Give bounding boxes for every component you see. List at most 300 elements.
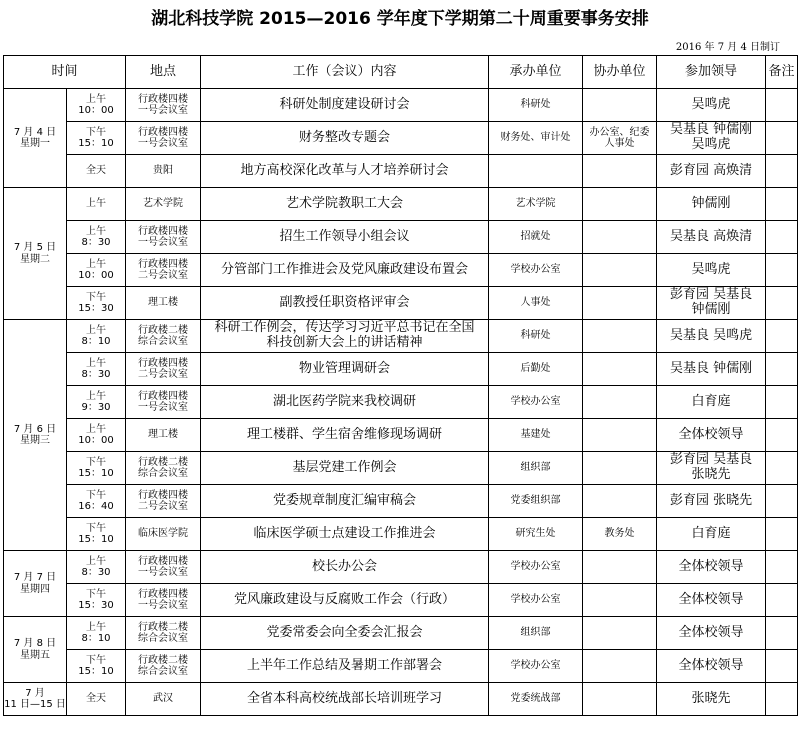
weekday-label: 星期五 xyxy=(20,649,50,661)
leader-cell xyxy=(657,683,766,716)
place-cell xyxy=(126,386,201,419)
place-cell xyxy=(126,683,201,716)
time-cell-line: 下午 xyxy=(86,588,106,600)
time-cell-line: 10：00 xyxy=(78,270,114,281)
place-cell-line: 贵阳 xyxy=(153,165,174,177)
note-cell xyxy=(766,89,798,122)
note-cell xyxy=(766,188,798,221)
header-leader: 参加领导 xyxy=(657,56,766,89)
place-cell-line: 艺术学院 xyxy=(143,198,184,210)
note-cell xyxy=(766,683,798,716)
leader-cell xyxy=(657,320,766,353)
host-cell xyxy=(489,254,583,287)
time-cell xyxy=(67,551,126,584)
content-cell-line: 地方高校深化改革与人才培养研讨会 xyxy=(240,162,449,178)
time-cell-line: 上午 xyxy=(86,324,106,336)
date-label: 7 月 8 日 xyxy=(13,638,57,649)
assist-cell xyxy=(583,419,657,452)
time-cell xyxy=(67,650,126,683)
host-cell-line: 艺术学院 xyxy=(515,198,556,210)
note-cell xyxy=(766,419,798,452)
assist-cell xyxy=(583,386,657,419)
time-cell-line: 9：30 xyxy=(81,402,111,413)
date-cell xyxy=(4,683,67,716)
time-cell-line: 上午 xyxy=(86,390,106,402)
table-row xyxy=(4,518,798,551)
time-cell-line: 15：10 xyxy=(78,468,114,479)
weekday-label: 星期二 xyxy=(20,253,50,265)
date-label: 7 月 xyxy=(25,687,45,699)
content-cell xyxy=(201,254,489,287)
time-cell-line: 下午 xyxy=(86,126,106,138)
host-cell-line: 人事处 xyxy=(520,297,551,309)
host-cell-line: 科研处 xyxy=(520,330,551,342)
content-cell-line: 理工楼群、学生宿舍维修现场调研 xyxy=(247,426,443,442)
host-cell xyxy=(489,485,583,518)
content-cell-line: 基层党建工作例会 xyxy=(292,459,397,475)
content-cell xyxy=(201,320,489,353)
time-cell-line: 下午 xyxy=(86,654,106,666)
header-host: 承办单位 xyxy=(489,56,583,89)
content-cell-line: 全省本科高校统战部长培训班学习 xyxy=(247,690,443,706)
content-cell-line: 艺术学院教职工大会 xyxy=(286,195,404,211)
place-cell xyxy=(126,320,201,353)
place-cell-line: 综合会议室 xyxy=(138,633,189,644)
note-cell xyxy=(766,122,798,155)
assist-cell xyxy=(583,155,657,188)
leader-cell-line: 彭育园 吴基良 xyxy=(669,287,753,303)
time-cell-line: 下午 xyxy=(86,291,106,303)
content-cell-line: 校长办公会 xyxy=(312,558,378,574)
place-cell xyxy=(126,518,201,551)
place-cell xyxy=(126,617,201,650)
leader-cell-line: 吴基良 钟儒刚 xyxy=(669,360,753,376)
assist-cell xyxy=(583,551,657,584)
leader-cell-line: 全体校领导 xyxy=(678,426,744,442)
content-cell xyxy=(201,518,489,551)
content-cell xyxy=(201,485,489,518)
leader-cell xyxy=(657,155,766,188)
host-cell xyxy=(489,419,583,452)
assist-cell-line: 人事处 xyxy=(604,138,635,149)
schedule-table xyxy=(3,55,798,716)
leader-cell xyxy=(657,287,766,320)
assist-cell xyxy=(583,452,657,485)
leader-cell-line: 全体校领导 xyxy=(678,558,744,574)
host-cell xyxy=(489,287,583,320)
host-cell-line: 学校办公室 xyxy=(510,594,561,606)
assist-cell-line: 办公室、纪委 xyxy=(589,126,650,138)
content-cell xyxy=(201,683,489,716)
place-cell xyxy=(126,122,201,155)
content-cell xyxy=(201,617,489,650)
assist-cell xyxy=(583,89,657,122)
place-cell-line: 行政楼二楼 xyxy=(138,621,189,633)
host-cell-line: 招就处 xyxy=(520,231,551,243)
leader-cell-line: 张晓先 xyxy=(691,690,731,706)
leader-cell xyxy=(657,122,766,155)
header-assist: 协办单位 xyxy=(583,56,657,89)
time-cell xyxy=(67,617,126,650)
leader-cell-line: 吴基良 高焕清 xyxy=(669,228,753,244)
date-label: 7 月 6 日 xyxy=(13,423,57,435)
host-cell-line: 后勤处 xyxy=(520,363,551,375)
time-cell-line: 下午 xyxy=(86,489,106,501)
host-cell-line: 财务处、审计处 xyxy=(500,132,571,144)
note-cell xyxy=(766,221,798,254)
host-cell xyxy=(489,353,583,386)
weekday-label: 星期一 xyxy=(20,138,50,149)
date-label: 7 月 7 日 xyxy=(13,572,57,583)
time-cell xyxy=(67,122,126,155)
place-cell-line: 综合会议室 xyxy=(138,666,189,677)
note-cell xyxy=(766,287,798,320)
assist-cell xyxy=(583,353,657,386)
place-cell-line: 行政楼四楼 xyxy=(138,357,189,369)
leader-cell xyxy=(657,89,766,122)
place-cell xyxy=(126,155,201,188)
host-cell-line: 学校办公室 xyxy=(510,660,561,672)
leader-cell xyxy=(657,419,766,452)
place-cell-line: 一号会议室 xyxy=(138,105,189,116)
note-cell xyxy=(766,452,798,485)
host-cell xyxy=(489,155,583,188)
host-cell xyxy=(489,89,583,122)
content-cell-line: 湖北医药学院来我校调研 xyxy=(273,393,417,409)
time-cell-line: 8：10 xyxy=(81,336,111,347)
host-cell-line: 基建处 xyxy=(520,429,551,441)
date-label: 7 月 5 日 xyxy=(13,242,57,253)
time-cell-line: 15：10 xyxy=(78,666,114,677)
content-cell-line: 临床医学硕士点建设工作推进会 xyxy=(253,525,436,541)
leader-cell-line: 彭育园 高焕清 xyxy=(669,162,753,178)
content-cell-line: 上半年工作总结及暑期工作部署会 xyxy=(247,657,443,673)
content-cell-line: 物业管理调研会 xyxy=(299,360,391,376)
place-cell xyxy=(126,353,201,386)
leader-cell xyxy=(657,353,766,386)
content-cell-line: 党风廉政建设与反腐败工作会（行政） xyxy=(234,591,456,607)
time-cell-line: 上午 xyxy=(86,555,106,567)
host-cell-line: 组织部 xyxy=(520,462,551,474)
content-cell xyxy=(201,419,489,452)
place-cell xyxy=(126,650,201,683)
content-cell xyxy=(201,155,489,188)
time-cell xyxy=(67,89,126,122)
time-cell-line: 下午 xyxy=(86,522,106,534)
time-cell-line: 上午 xyxy=(86,225,106,237)
place-cell xyxy=(126,584,201,617)
weekday-label: 星期四 xyxy=(20,583,50,595)
table-row xyxy=(4,287,798,320)
host-cell xyxy=(489,551,583,584)
place-cell xyxy=(126,485,201,518)
content-cell xyxy=(201,221,489,254)
host-cell xyxy=(489,122,583,155)
leader-cell-line: 全体校领导 xyxy=(678,657,744,673)
leader-cell xyxy=(657,584,766,617)
place-cell xyxy=(126,89,201,122)
content-cell xyxy=(201,584,489,617)
assist-cell xyxy=(583,485,657,518)
place-cell-line: 一号会议室 xyxy=(138,600,189,611)
time-cell-line: 上午 xyxy=(86,198,106,210)
header-note: 备注 xyxy=(766,56,798,89)
table-row xyxy=(4,485,798,518)
table-row xyxy=(4,683,798,716)
content-cell xyxy=(201,89,489,122)
leader-cell-line: 张晓先 xyxy=(691,467,731,482)
leader-cell xyxy=(657,617,766,650)
note-cell xyxy=(766,584,798,617)
place-cell-line: 行政楼四楼 xyxy=(138,93,189,105)
time-cell xyxy=(67,353,126,386)
host-cell-line: 党委组织部 xyxy=(510,495,561,507)
assist-cell xyxy=(583,584,657,617)
content-cell-line: 科研处制度建设研讨会 xyxy=(279,96,410,112)
place-cell-line: 行政楼四楼 xyxy=(138,555,189,567)
time-cell-line: 15：30 xyxy=(78,600,114,611)
place-cell-line: 行政楼四楼 xyxy=(138,258,189,270)
schedule-body xyxy=(4,89,798,716)
assist-cell xyxy=(583,254,657,287)
table-row xyxy=(4,89,798,122)
date-cell xyxy=(4,617,67,683)
header-time: 时间 xyxy=(4,56,126,89)
table-row xyxy=(4,452,798,485)
leader-cell-line: 吴基良 钟儒刚 xyxy=(669,122,753,138)
leader-cell xyxy=(657,188,766,221)
host-cell xyxy=(489,617,583,650)
place-cell xyxy=(126,452,201,485)
place-cell xyxy=(126,551,201,584)
leader-cell-line: 钟儒刚 xyxy=(691,302,731,317)
time-cell xyxy=(67,419,126,452)
leader-cell-line: 彭育园 吴基良 xyxy=(669,452,753,468)
note-cell xyxy=(766,320,798,353)
content-cell xyxy=(201,386,489,419)
host-cell-line: 学校办公室 xyxy=(510,396,561,408)
host-cell-line: 科研处 xyxy=(520,99,551,111)
place-cell xyxy=(126,287,201,320)
time-cell xyxy=(67,254,126,287)
leader-cell xyxy=(657,650,766,683)
leader-cell-line: 白育庭 xyxy=(691,525,731,541)
assist-cell xyxy=(583,122,657,155)
date-cell xyxy=(4,320,67,551)
leader-cell-line: 彭育园 张晓先 xyxy=(669,492,753,508)
table-row xyxy=(4,353,798,386)
content-cell xyxy=(201,188,489,221)
place-cell xyxy=(126,254,201,287)
time-cell-line: 15：10 xyxy=(78,534,114,545)
assist-cell xyxy=(583,188,657,221)
place-cell-line: 行政楼四楼 xyxy=(138,126,189,138)
host-cell xyxy=(489,386,583,419)
place-cell-line: 行政楼二楼 xyxy=(138,324,189,336)
place-cell-line: 行政楼四楼 xyxy=(138,588,189,600)
content-cell-line: 科技创新大会上的讲话精神 xyxy=(266,335,423,350)
place-cell-line: 一号会议室 xyxy=(138,402,189,413)
place-cell-line: 行政楼二楼 xyxy=(138,456,189,468)
note-cell xyxy=(766,353,798,386)
time-cell-line: 上午 xyxy=(86,423,106,435)
place-cell xyxy=(126,419,201,452)
content-cell-line: 副教授任职资格评审会 xyxy=(279,294,410,310)
content-cell xyxy=(201,551,489,584)
leader-cell-line: 白育庭 xyxy=(691,393,731,409)
leader-cell-line: 吴鸣虎 xyxy=(691,261,731,277)
note-cell xyxy=(766,485,798,518)
time-cell xyxy=(67,287,126,320)
note-cell xyxy=(766,617,798,650)
time-cell-line: 8：10 xyxy=(81,633,111,644)
time-cell-line: 16：40 xyxy=(78,501,114,512)
place-cell xyxy=(126,188,201,221)
place-cell-line: 一号会议室 xyxy=(138,567,189,578)
host-cell xyxy=(489,683,583,716)
place-cell-line: 行政楼四楼 xyxy=(138,225,189,237)
time-cell-line: 15：30 xyxy=(78,303,114,314)
weekday-label: 11 日—15 日 xyxy=(4,699,66,710)
date-label: 7 月 4 日 xyxy=(13,126,57,138)
table-row xyxy=(4,584,798,617)
place-cell-line: 行政楼四楼 xyxy=(138,390,189,402)
time-cell-line: 8：30 xyxy=(81,567,111,578)
place-cell-line: 武汉 xyxy=(153,693,174,705)
leader-cell-line: 钟儒刚 xyxy=(691,195,731,211)
time-cell-line: 8：30 xyxy=(81,369,111,380)
leader-cell xyxy=(657,386,766,419)
assist-cell xyxy=(583,617,657,650)
host-cell xyxy=(489,320,583,353)
place-cell-line: 二号会议室 xyxy=(138,270,189,281)
host-cell xyxy=(489,584,583,617)
content-cell-line: 财务整改专题会 xyxy=(299,129,391,145)
assist-cell xyxy=(583,320,657,353)
table-row xyxy=(4,122,798,155)
assist-cell xyxy=(583,683,657,716)
content-cell-line: 党委常委会向全委会汇报会 xyxy=(266,624,423,640)
place-cell xyxy=(126,221,201,254)
issue-date: 2016 年 7 月 4 日制订 xyxy=(675,42,780,53)
time-cell xyxy=(67,683,126,716)
host-cell-line: 组织部 xyxy=(520,627,551,639)
content-cell xyxy=(201,353,489,386)
place-cell-line: 综合会议室 xyxy=(138,468,189,479)
time-cell xyxy=(67,221,126,254)
weekday-label: 星期三 xyxy=(20,435,50,446)
assist-cell xyxy=(583,221,657,254)
place-cell-line: 二号会议室 xyxy=(138,369,189,380)
time-cell-line: 10：00 xyxy=(78,105,114,116)
host-cell-line: 党委统战部 xyxy=(510,693,561,705)
time-cell-line: 10：00 xyxy=(78,435,114,446)
leader-cell-line: 吴鸣虎 xyxy=(691,137,731,152)
content-cell xyxy=(201,452,489,485)
table-row xyxy=(4,188,798,221)
table-row xyxy=(4,386,798,419)
host-cell xyxy=(489,452,583,485)
assist-cell xyxy=(583,518,657,551)
place-cell-line: 临床医学院 xyxy=(138,528,189,540)
time-cell xyxy=(67,584,126,617)
page-title: 湖北科技学院 2015—2016 学年度下学期第二十周重要事务安排 xyxy=(151,9,649,29)
time-cell-line: 上午 xyxy=(86,621,106,633)
content-cell-line: 分管部门工作推进会及党风廉政建设布置会 xyxy=(221,261,469,277)
note-cell xyxy=(766,386,798,419)
note-cell xyxy=(766,518,798,551)
date-cell xyxy=(4,188,67,320)
table-row xyxy=(4,617,798,650)
place-cell-line: 理工楼 xyxy=(148,429,179,441)
place-cell-line: 行政楼四楼 xyxy=(138,489,189,501)
leader-cell xyxy=(657,254,766,287)
time-cell xyxy=(67,518,126,551)
host-cell xyxy=(489,188,583,221)
time-cell xyxy=(67,485,126,518)
host-cell-line: 研究生处 xyxy=(515,528,556,540)
content-cell xyxy=(201,287,489,320)
assist-cell xyxy=(583,650,657,683)
note-cell xyxy=(766,254,798,287)
host-cell xyxy=(489,221,583,254)
date-cell xyxy=(4,89,67,188)
host-cell-line: 学校办公室 xyxy=(510,561,561,573)
place-cell-line: 理工楼 xyxy=(148,297,179,309)
table-row xyxy=(4,254,798,287)
table-row xyxy=(4,155,798,188)
note-cell xyxy=(766,551,798,584)
leader-cell xyxy=(657,551,766,584)
time-cell-line: 8：30 xyxy=(81,237,111,248)
assist-cell xyxy=(583,287,657,320)
time-cell-line: 上午 xyxy=(86,93,106,105)
leader-cell-line: 吴基良 吴鸣虎 xyxy=(669,327,753,343)
table-row xyxy=(4,320,798,353)
header-place: 地点 xyxy=(126,56,201,89)
leader-cell-line: 全体校领导 xyxy=(678,624,744,640)
time-cell xyxy=(67,452,126,485)
content-cell-line: 招生工作领导小组会议 xyxy=(279,228,410,244)
time-cell xyxy=(67,320,126,353)
place-cell-line: 一号会议室 xyxy=(138,237,189,248)
table-row xyxy=(4,551,798,584)
content-cell-line: 党委规章制度汇编审稿会 xyxy=(273,492,417,508)
content-cell-line: 科研工作例会，传达学习习近平总书记在全国 xyxy=(214,320,475,336)
host-cell-line: 学校办公室 xyxy=(510,264,561,276)
host-cell xyxy=(489,650,583,683)
header-content: 工作（会议）内容 xyxy=(201,56,489,89)
header-row xyxy=(4,56,798,89)
time-cell-line: 上午 xyxy=(86,258,106,270)
content-cell xyxy=(201,122,489,155)
leader-cell xyxy=(657,221,766,254)
time-cell xyxy=(67,155,126,188)
time-cell-line: 下午 xyxy=(86,456,106,468)
place-cell-line: 综合会议室 xyxy=(138,336,189,347)
time-cell-line: 15：10 xyxy=(78,138,114,149)
time-cell-line: 上午 xyxy=(86,357,106,369)
note-cell xyxy=(766,650,798,683)
host-cell xyxy=(489,518,583,551)
note-cell xyxy=(766,155,798,188)
time-cell xyxy=(67,386,126,419)
date-cell xyxy=(4,551,67,617)
leader-cell-line: 吴鸣虎 xyxy=(691,96,731,112)
assist-cell-line: 教务处 xyxy=(604,528,635,540)
time-cell xyxy=(67,188,126,221)
place-cell-line: 行政楼二楼 xyxy=(138,654,189,666)
